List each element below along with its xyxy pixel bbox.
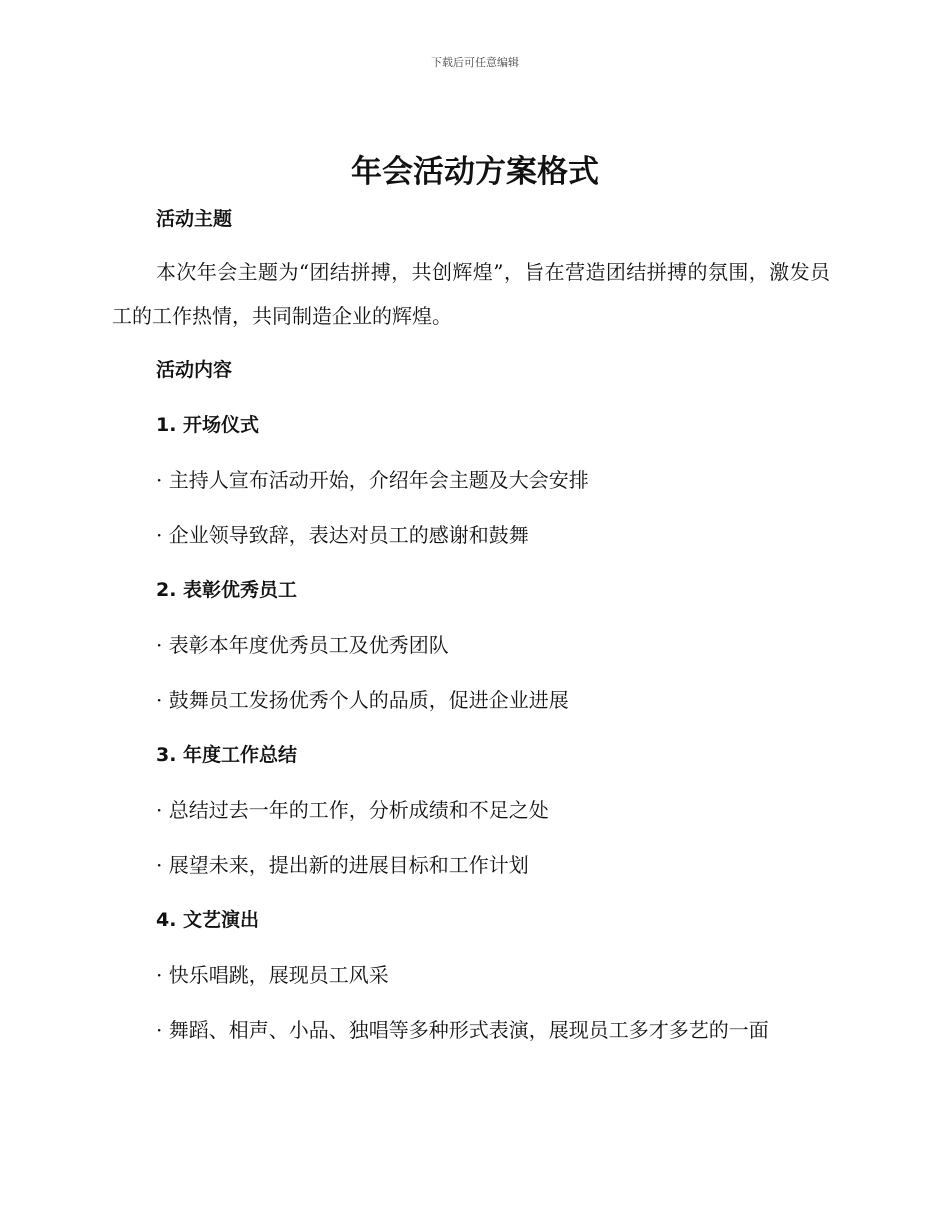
- theme-paragraph: 本次年会主题为“团结拼搏，共创辉煌”，旨在营造团结拼搏的氛围，激发员工的工作热情，共同制造企业的辉煌。: [112, 260, 830, 328]
- subsection-heading-performance: 4. 文艺演出: [156, 909, 260, 931]
- bullet-item: · 主持人宣布活动开始，介绍年会主题及大会安排: [156, 468, 589, 492]
- section-heading-theme: 活动主题: [156, 208, 233, 230]
- document-title: 年会活动方案格式: [351, 154, 599, 190]
- subsection-heading-summary: 3. 年度工作总结: [156, 744, 298, 766]
- bullet-item: · 总结过去一年的工作，分析成绩和不足之处: [156, 798, 549, 822]
- bullet-item: · 快乐唱跳，展现员工风采: [156, 963, 389, 987]
- subsection-heading-opening: 1. 开场仪式: [156, 414, 260, 436]
- header-note: 下载后可任意编辑: [431, 56, 519, 69]
- document-body: [112, 196, 830, 1053]
- bullet-item: · 舞蹈、相声、小品、独唱等多种形式表演，展现员工多才多艺的一面: [156, 1018, 769, 1042]
- bullet-item: · 企业领导致辞，表达对员工的感谢和鼓舞: [156, 523, 529, 547]
- bullet-item: · 展望未来，提出新的进展目标和工作计划: [156, 853, 529, 877]
- bullet-item: · 表彰本年度优秀员工及优秀团队: [156, 633, 449, 657]
- section-heading-content: 活动内容: [156, 359, 233, 381]
- subsection-heading-awards: 2. 表彰优秀员工: [156, 579, 298, 601]
- bullet-item: · 鼓舞员工发扬优秀个人的品质，促进企业进展: [156, 688, 569, 712]
